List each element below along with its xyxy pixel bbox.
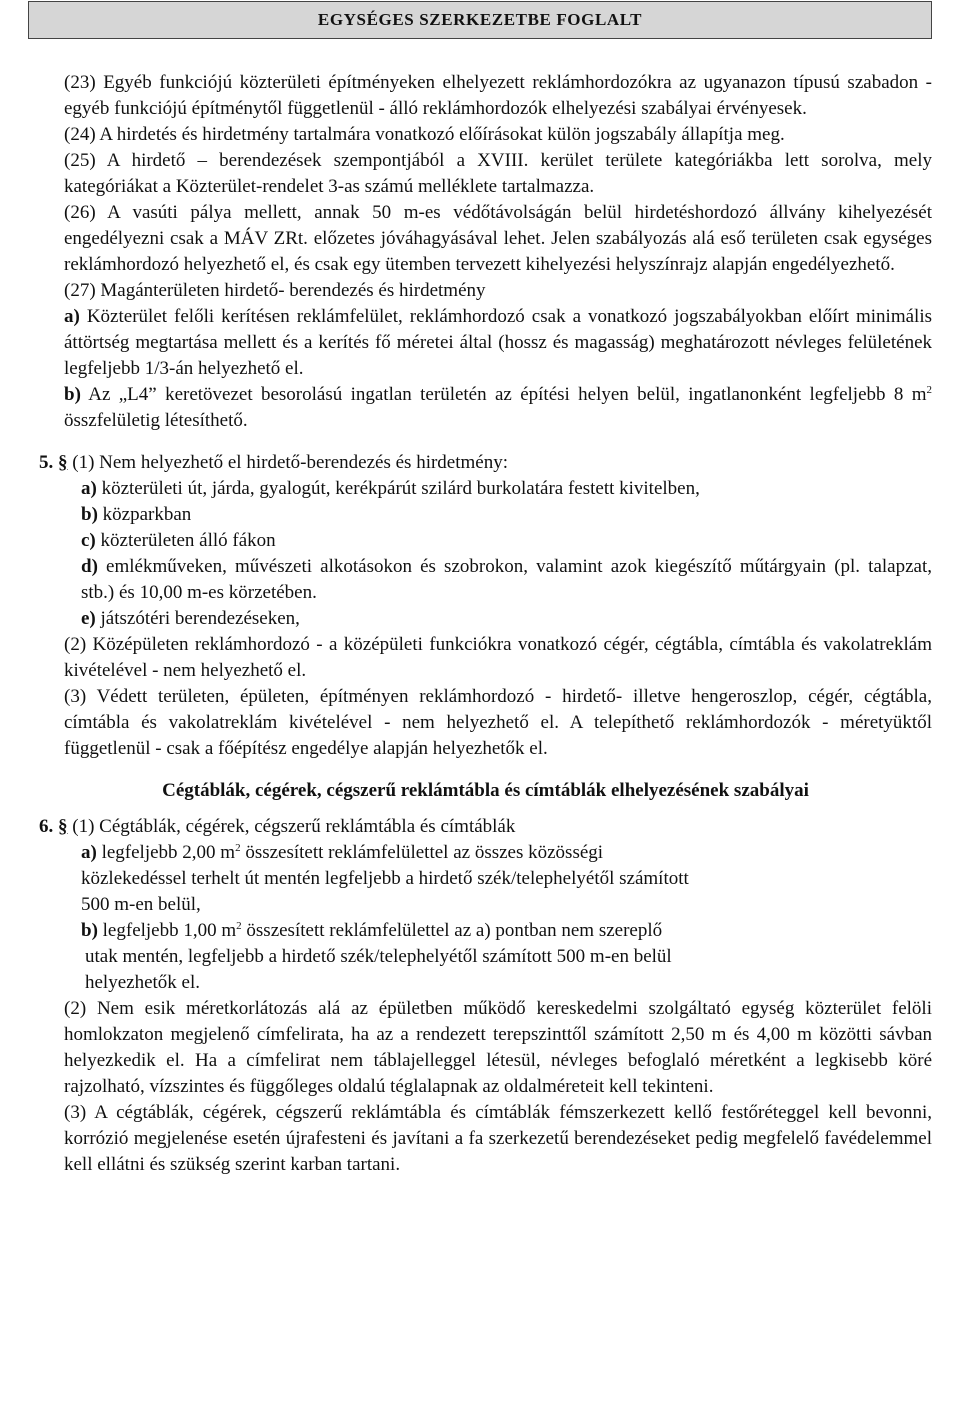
paragraph-26: (26) A vasúti pálya mellett, annak 50 m-es védőtávolságán belül hirdetéshordozó állvány kihelyezését engedélyezni csak a MÁV ZRt. előzetes jóváhagyásával lehet. Jelen szabályozás alá eső területen csak egységes reklámhordozó helyezhető el, és csak egy ütemben tervezett kihelyezési helyszínrajz alapján engedélyezhető. <box>64 202 932 275</box>
paragraph-27a: a) Közterület felőli kerítésen reklámfelület, reklámhordozó csak a vonatkozó jogszabályokban előírt minimális áttörtség megtartása mellett és a kerítés fő méretei által (hossz és magasság) meghatározott névleges felületének legfeljebb 1/3-án helyezhető el. <box>64 306 932 379</box>
paragraph-27: (27) Magánterületen hirdető- berendezés és hirdetmény <box>64 280 486 301</box>
section-5-c: c) közterületen álló fákon <box>81 530 276 551</box>
paragraph-23: (23) Egyéb funkciójú közterületi építményeken elhelyezett reklámhordozókra az ugyanazon típusú szabadon - egyéb funkciójú építménytől függetlenül - álló reklámhordozók elhelyezési szabályai érvényesek. <box>64 72 932 119</box>
section-5-d: d) emlékműveken, művészeti alkotásokon és szobrokon, valamint azok kiegészítő műtárgyain (pl. talapzat, stb.) és 10,00 m-es körzetében. <box>81 556 932 603</box>
section-6-a-line-1: a) legfeljebb 2,00 $m^2$ összesített reklámfelülettel az összes közösségi <box>81 842 604 863</box>
paragraph-25: (25) A hirdető – berendezések szempontjából a XVIII. kerület területe kategóriákba lett sorolva, mely kategóriákat a Közterület-rendelet 3-as számú melléklete tartalmazza. <box>64 150 932 197</box>
section-5-e: e) játszótéri berendezéseken, <box>81 608 300 629</box>
section-5-paragraph-3: (3) Védett területen, épületen, építményen reklámhordozó - hirdető- illetve hengeroszlop, cégér, cégtábla, címtábla és vakolatreklám kivételével - nem helyezhető el. A telepíthető reklámhordozók - méretyüktől függetlenül - csak a főépítész engedélye alapján helyezhetők el. <box>64 686 932 759</box>
document-body <box>39 70 932 1178</box>
section-6-paragraph-2: (2) Nem esik méretkorlátozás alá az épületben működő kereskedelmi szolgáltató egység közterület felöli homlokzaton megjelenő címfelirata, ha az a rendezett terepszinttől számított 2,50 m és 4,00 m közötti sávban helyezkedik el. Ha a címfelirat nem táblajelleggel létesül, névleges befoglaló méretként a legkisebb köré rajzolható, vízszintes és függőleges oldalú téglalapnak az oldalméreteit kell tekinteni. <box>64 998 932 1097</box>
section-6-paragraph-3: (3) A cégtáblák, cégérek, cégszerű reklámtábla és címtáblák fémszerkezett kellő festőréteggel kell bevonni, korrózió megjelenése esetén újrafesteni és javítani a fa szerkezetű berendezéseket pedig megfelelő favédelemmel kell ellátni és szükség szerint karban tartani. <box>64 1102 932 1175</box>
paragraph-27b: b) Az „L4” keretövezet besorolású ingatlan területén az építési helyen belül, ingatlanonként legfeljebb 8 $m^2$ összfelületig létesíthető. <box>64 384 932 431</box>
document-header <box>28 1 932 39</box>
section-5-paragraph-2: (2) Középületen reklámhordozó - a középületi funkciókra vonatkozó cégér, cégtábla, címtábla és vakolatreklám kivételével - nem helyezhető el. <box>64 634 932 681</box>
section-5-intro: 5. § (1) Nem helyezhető el hirdető-berendezés és hirdetmény: <box>39 452 509 473</box>
paragraph-24: (24) A hirdetés és hirdetmény tartalmára vonatkozó előírásokat külön jogszabály állapítja meg. <box>64 124 785 145</box>
header-title: EGYSÉGES SZERKEZETBE FOGLALT <box>317 10 643 29</box>
section-5-b: b) közparkban <box>81 504 192 525</box>
section-6-b-line-3: helyezhetők el. <box>85 972 201 993</box>
section-6-b-line-1: b) legfeljebb 1,00 $m^2$ összesített reklámfelülettel az a) pontban nem szereplő <box>81 920 663 941</box>
section-6-a-line-2: közlekedéssel terhelt út mentén legfeljebb a hirdető szék/telephelyétől számított <box>81 868 689 889</box>
section-5-a: a) közterületi út, járda, gyalogút, kerékpárút szilárd burkolatára festett kivitelben, <box>81 478 700 499</box>
section-6-b-line-2: utak mentén, legfeljebb a hirdető szék/telephelyétől számított 500 m-en belül <box>85 946 672 967</box>
section-heading: Cégtáblák, cégérek, cégszerű reklámtábla és címtáblák elhelyezésének szabályai <box>162 780 809 801</box>
section-6-intro: 6. § (1) Cégtáblák, cégérek, cégszerű reklámtábla és címtáblák <box>39 816 516 837</box>
section-6-a-line-3: 500 m-en belül, <box>81 894 201 915</box>
